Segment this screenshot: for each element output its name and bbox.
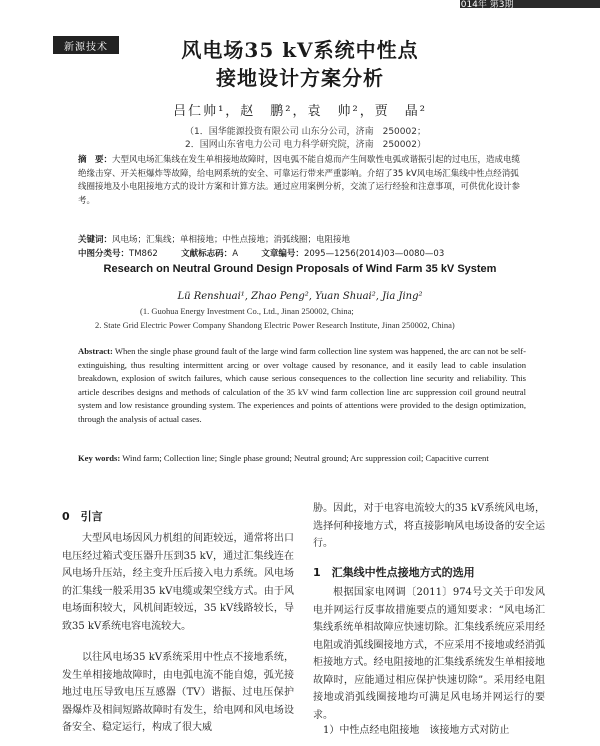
clc-value: TM862 (129, 249, 158, 259)
intro-paragraph-1: 大型风电场因风力机组的间距较远，通常将出口电压经过箱式变压器升压到35 kV，通过汇集线连在风电场升压站，经主变升压后接入电力系统。风电场的汇集线一般采用35 kV电缆或架空线方式。由于风电场面积较大，风机间距较远，35 kV线路较长，导致35 kV系统电容电流较大。 (62, 533, 294, 632)
running-header: 2014年 第3期 (455, 0, 514, 10)
title-line-2: 接地设计方案分析 (216, 66, 384, 90)
keywords-cn (78, 234, 526, 248)
classification-line (78, 248, 526, 262)
intro-paragraph-continued: 胁。因此，对于电容电流较大的35 kV系统风电场，选择何种接地方式，将直接影响风电场设备的安全运行。 (313, 503, 545, 549)
keywords-en (78, 452, 526, 466)
title-line-1: 风电场35 kV系统中性点 (181, 38, 419, 62)
keywords-en-label: Key words: (78, 453, 121, 463)
authors: 吕仁帅¹，赵 鹏²，袁 帅²，贾 晶² (173, 104, 427, 119)
authors-en: Lü Renshuai¹, Zhao Peng², Yuan Shuai², Jia Jing² (177, 291, 423, 302)
intro-paragraph-2: 以往风电场35 kV系统采用中性点不接地系统，发生单相接地故障时，由电弧电流不能自熄，弧光接地过电压导致电压互感器（TV）谐振、过电压保护器爆炸及相间短路故障时有发生，给电网和风电场设备安全、稳定运行，构成了很大威 (62, 652, 294, 733)
title-en: Research on Neutral Ground Design Proposals of Wind Farm 35 kV System (103, 263, 497, 275)
keywords-en-text: Wind farm; Collection line; Single phase ground; Neutral ground; Arc suppression coil; Capacitive current (122, 453, 489, 463)
abstract-cn (78, 154, 526, 208)
abstract-en-label: Abstract: (78, 346, 113, 356)
keywords-cn-label: 关键词： (78, 235, 113, 245)
article-id-value: 2095—1256(2014)03—0080—03 (303, 249, 445, 259)
abstract-en-text: When the single phase ground fault of the large wind farm collection line system was happened, the arc can not be self-extinguishing, thus resulting intermittent arcing or over voltage caused by resonance, and it easily lead to cable insulation breakdown, explosion of switch failures, which cause serious consequences to the collection line security and reliability. This article describes designs and methods of calculation of the 35 kV wind farm collection line arc suppression coil ground neutral system and low resistance grounding system. The experiences and points of attentions were provided to the design optimization, through the analysis of actual cases. (78, 346, 526, 424)
affiliation-en-2: 2. State Grid Electric Power Company Shandong Electric Power Research Institute, Jinan 250002, China) (95, 320, 455, 330)
abstract-en (78, 345, 526, 427)
abstract-cn-label: 摘 要： (78, 155, 113, 165)
doc-code-value: A (232, 249, 239, 259)
article-id-label: 文章编号： (261, 249, 304, 259)
doc-code-label: 文献标志码： (181, 249, 233, 259)
section-heading-1: 1 汇集线中性点接地方式的选用 (313, 566, 475, 579)
section-heading-intro: 0 引言 (62, 510, 103, 523)
keywords-cn-text: 风电场；汇集线；单相接地；中性点接地；消弧线圈；电阻接地 (112, 235, 351, 245)
section-1-paragraph-1: 根据国家电网调〔2011〕974号文关于印发风电并网运行反事故措施要点的通知要求：“风电场汇集线系统单相故障应快速切除。汇集线系统应采用经电阻或消弧线圈接地方式，不应采用不接地或经消弧柜接地方式。经电阻接地的汇集线系统发生单相接地故障时，应能通过相应保护快速切除”。采用经电阻接地或消弧线圈接地均可满足风电场并网运行的要求。 (313, 587, 545, 721)
section-1-paragraph-2: 1）中性点经电阻接地 该接地方式对防止 (323, 725, 510, 736)
affiliation-1: （1．国华能源投资有限公司 山东分公司，济南 250002； (185, 127, 426, 137)
affiliation-2: 2．国网山东省电力公司 电力科学研究院，济南 250002） (185, 140, 426, 150)
clc-label: 中图分类号： (78, 249, 130, 259)
section-tag: 新源技术 (53, 36, 119, 54)
abstract-cn-text: 大型风电场汇集线在发生单相接地故障时，因电弧不能自熄而产生间歇性电弧或谐振引起的过电压，造成电缆绝缘击穿、开关柜爆炸等故障，给电网系统的安全、可靠运行带来严重影响。介绍了35 kV风电场汇集线中性点经消弧线圈接地及小电阻接地方式的设计方案和计算方法。通过应用案例分析，交流了运行经验和注意事项，可供优化设计参考。 (78, 155, 521, 206)
affiliation-en-1: (1. Guohua Energy Investment Co., Ltd., Jinan 250002, China; (140, 306, 354, 316)
